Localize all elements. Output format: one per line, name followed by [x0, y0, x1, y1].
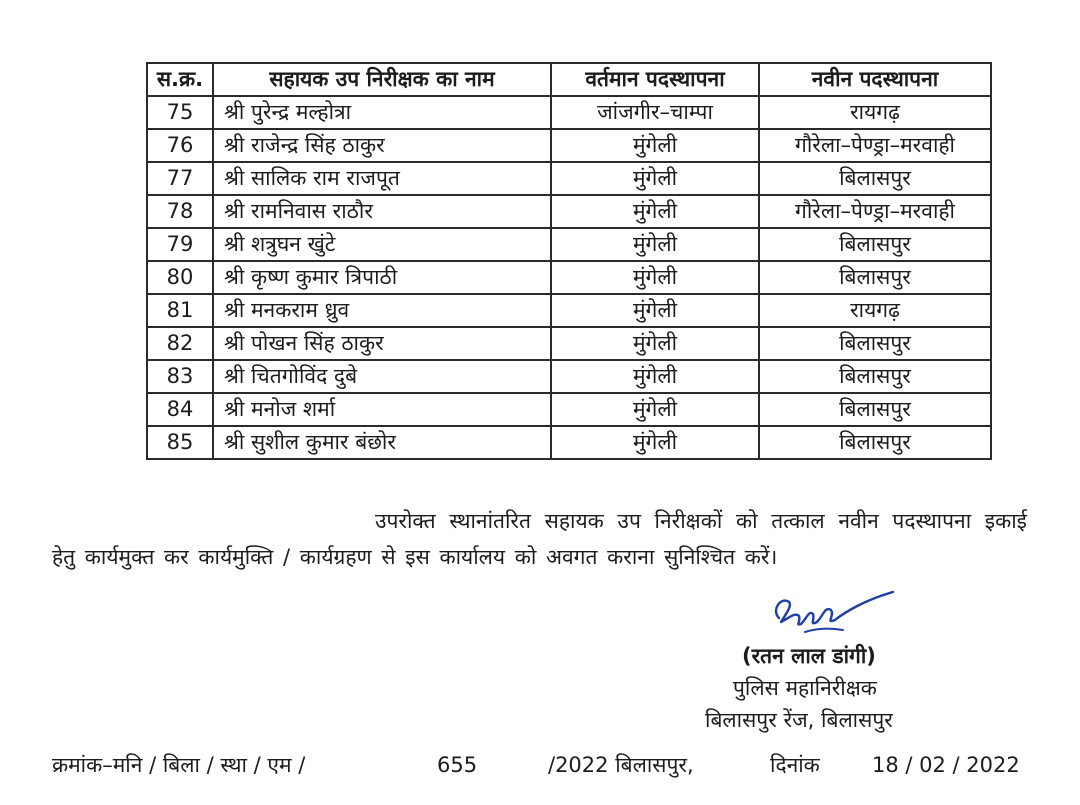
cell-officer-name: श्री सालिक राम राजपूत [213, 162, 551, 195]
signatory-designation: पुलिस महानिरीक्षक [733, 676, 877, 700]
instruction-paragraph-line-1: उपरोक्त स्थानांतरित सहायक उप निरीक्षकों को तत्काल नवीन पदस्थापना इकाई [374, 509, 1027, 533]
cell-serial-no: 75 [147, 96, 213, 129]
cell-serial-no: 80 [147, 261, 213, 294]
cell-current-posting: जांजगीर–चाम्पा [551, 96, 759, 129]
cell-current-posting: मुंगेली [551, 162, 759, 195]
cell-new-posting: बिलासपुर [759, 426, 991, 459]
cell-serial-no: 79 [147, 228, 213, 261]
header-officer-name: सहायक उप निरीक्षक का नाम [213, 63, 551, 96]
cell-new-posting: बिलासपुर [759, 360, 991, 393]
reference-prefix: क्रमांक–मनि / बिला / स्था / एम / [52, 753, 306, 777]
header-serial-no: स.क्र. [147, 63, 213, 96]
header-current-posting: वर्तमान पदस्थापना [551, 63, 759, 96]
cell-new-posting: गौरेला–पेण्ड्रा–मरवाही [759, 129, 991, 162]
table-row [147, 426, 991, 459]
table-row [147, 327, 991, 360]
signatory-office: बिलासपुर रेंज, बिलासपुर [705, 708, 893, 732]
cell-current-posting: मुंगेली [551, 129, 759, 162]
cell-officer-name: श्री पोखन सिंह ठाकुर [213, 327, 551, 360]
cell-current-posting: मुंगेली [551, 393, 759, 426]
cell-current-posting: मुंगेली [551, 327, 759, 360]
instruction-paragraph-line-2: हेतु कार्यमुक्त कर कार्यमुक्ति / कार्यग्रहण से इस कार्यालय को अवगत कराना सुनिश्चित करें। [52, 545, 778, 569]
cell-officer-name: श्री राजेन्द्र सिंह ठाकुर [213, 129, 551, 162]
cell-officer-name: श्री कृष्ण कुमार त्रिपाठी [213, 261, 551, 294]
cell-new-posting: बिलासपुर [759, 228, 991, 261]
cell-current-posting: मुंगेली [551, 228, 759, 261]
reference-year-place: /2022 बिलासपुर, [548, 753, 694, 777]
table-header-row [147, 63, 991, 96]
cell-serial-no: 83 [147, 360, 213, 393]
date-label: दिनांक [770, 753, 820, 777]
cell-officer-name: श्री मनकराम ध्रुव [213, 294, 551, 327]
cell-current-posting: मुंगेली [551, 261, 759, 294]
table-row [147, 96, 991, 129]
table-row [147, 360, 991, 393]
table-row [147, 393, 991, 426]
cell-current-posting: मुंगेली [551, 195, 759, 228]
signatory-name: (रतन लाल डांगी) [742, 644, 876, 668]
cell-serial-no: 81 [147, 294, 213, 327]
table-row [147, 162, 991, 195]
cell-officer-name: श्री मनोज शर्मा [213, 393, 551, 426]
transfer-table [146, 62, 992, 460]
table-row [147, 129, 991, 162]
cell-serial-no: 76 [147, 129, 213, 162]
cell-serial-no: 82 [147, 327, 213, 360]
table-row [147, 228, 991, 261]
cell-serial-no: 78 [147, 195, 213, 228]
table-row [147, 294, 991, 327]
handwritten-signature [765, 588, 900, 643]
table-row [147, 195, 991, 228]
cell-current-posting: मुंगेली [551, 360, 759, 393]
cell-new-posting: बिलासपुर [759, 327, 991, 360]
cell-serial-no: 85 [147, 426, 213, 459]
cell-officer-name: श्री चितगोविंद दुबे [213, 360, 551, 393]
cell-officer-name: श्री सुशील कुमार बंछोर [213, 426, 551, 459]
cell-new-posting: बिलासपुर [759, 162, 991, 195]
cell-officer-name: श्री पुरेन्द्र मल्होत्रा [213, 96, 551, 129]
cell-new-posting: बिलासपुर [759, 393, 991, 426]
cell-new-posting: गौरेला–पेण्ड्रा–मरवाही [759, 195, 991, 228]
header-new-posting: नवीन पदस्थापना [759, 63, 991, 96]
cell-new-posting: रायगढ़ [759, 294, 991, 327]
cell-current-posting: मुंगेली [551, 426, 759, 459]
table-body [147, 96, 991, 459]
cell-serial-no: 84 [147, 393, 213, 426]
cell-new-posting: रायगढ़ [759, 96, 991, 129]
reference-number: 655 [437, 753, 478, 777]
table-row [147, 261, 991, 294]
cell-officer-name: श्री रामनिवास राठौर [213, 195, 551, 228]
cell-current-posting: मुंगेली [551, 294, 759, 327]
cell-officer-name: श्री शत्रुघन खुंटे [213, 228, 551, 261]
cell-new-posting: बिलासपुर [759, 261, 991, 294]
issue-date: 18 / 02 / 2022 [872, 753, 1020, 777]
cell-serial-no: 77 [147, 162, 213, 195]
